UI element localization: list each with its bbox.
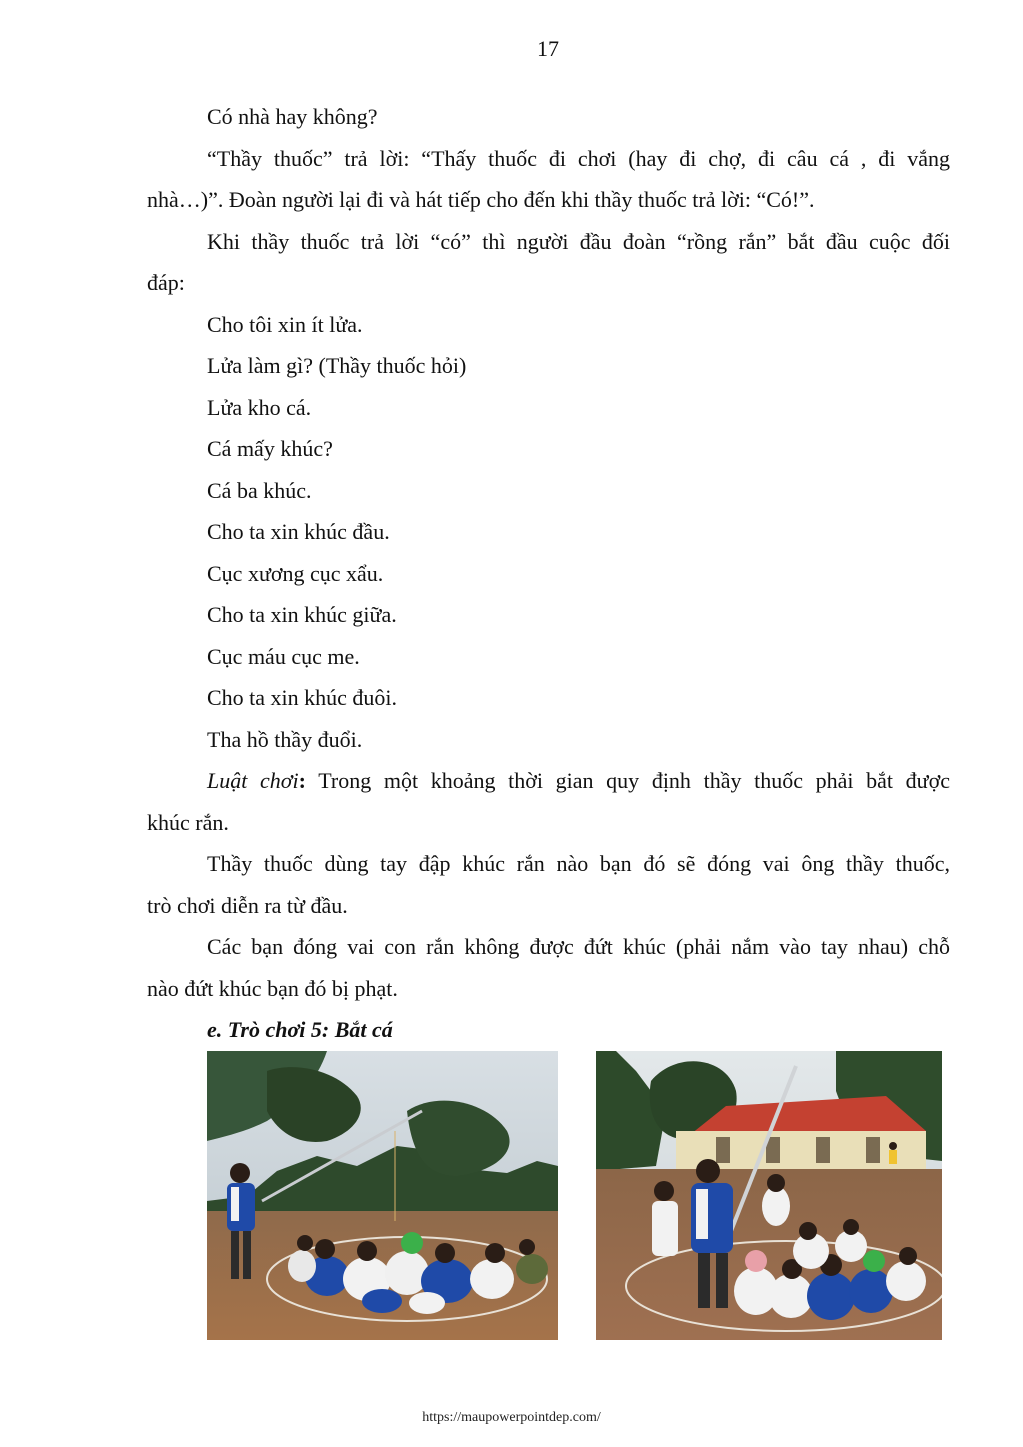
dialogue-line: Cho ta xin khúc giữa. xyxy=(207,602,397,627)
dialogue-line: Cho ta xin khúc đuôi. xyxy=(207,685,398,710)
dialogue-list xyxy=(147,304,950,761)
dialogue-line: Cho ta xin khúc đầu. xyxy=(207,519,390,544)
section-heading: e. Trò chơi 5: Bắt cá xyxy=(207,1017,393,1042)
rule-label: Luật chơi xyxy=(207,768,299,793)
page-number: 17 xyxy=(537,36,559,61)
dialogue-line: Cá ba khúc. xyxy=(207,477,312,503)
paragraph-penalty-line2: nào đứt khúc bạn đó bị phạt. xyxy=(147,975,398,1001)
paragraph-tag-line2: trò chơi diễn ra từ đầu. xyxy=(147,892,348,918)
dialogue-line: Cục xương cục xẩu. xyxy=(207,560,384,586)
dialogue-line: Tha hồ thầy đuổi. xyxy=(207,726,363,752)
dialogue-line: Cho tôi xin ít lửa. xyxy=(207,311,363,337)
rule-text: Trong một khoảng thời gian quy định thầy thuốc phải bắt được xyxy=(305,768,951,793)
photo-left-illustration xyxy=(207,1051,558,1340)
paragraph-dialogue-intro-line2: đáp: xyxy=(147,270,185,295)
paragraph-doctor-answer-line1: “Thầy thuốc” trả lời: “Thấy thuốc đi chơi (hay đi chợ, đi câu cá , đi vắng xyxy=(207,145,950,171)
paragraph-tag-line1: Thầy thuốc dùng tay đập khúc rắn nào bạn đó sẽ đóng vai ông thầy thuốc, xyxy=(207,851,950,876)
paragraph-rule-line1 xyxy=(147,760,950,802)
paragraph-penalty-line1: Các bạn đóng vai con rắn không được đứt khúc (phải nắm vào tay nhau) chỗ xyxy=(207,934,950,959)
footer-url: https://maupowerpointdep.com/ xyxy=(422,1410,601,1425)
rule-colon: : xyxy=(298,768,306,793)
dialogue-line: Lửa làm gì? (Thầy thuốc hỏi) xyxy=(207,353,467,378)
paragraph-dialogue-intro-line1: Khi thầy thuốc trả lời “có” thì người đầu đoàn “rồng rắn” bắt đầu cuộc đối xyxy=(207,228,950,254)
dialogue-line: Cá mấy khúc? xyxy=(207,436,333,461)
paragraph-question: Có nhà hay không? xyxy=(207,104,378,129)
photo-game-circle-right xyxy=(596,1051,942,1340)
document-body xyxy=(147,96,950,1051)
photo-game-circle-left xyxy=(207,1051,558,1340)
photo-right-illustration xyxy=(596,1051,942,1340)
paragraph-rule-line2: khúc rắn. xyxy=(147,809,229,835)
dialogue-line: Lửa kho cá. xyxy=(207,394,312,420)
dialogue-line: Cục máu cục me. xyxy=(207,643,360,669)
paragraph-doctor-answer-line2: nhà…)”. Đoàn người lại đi và hát tiếp cho đến khi thầy thuốc trả lời: “Có!”. xyxy=(147,187,815,212)
